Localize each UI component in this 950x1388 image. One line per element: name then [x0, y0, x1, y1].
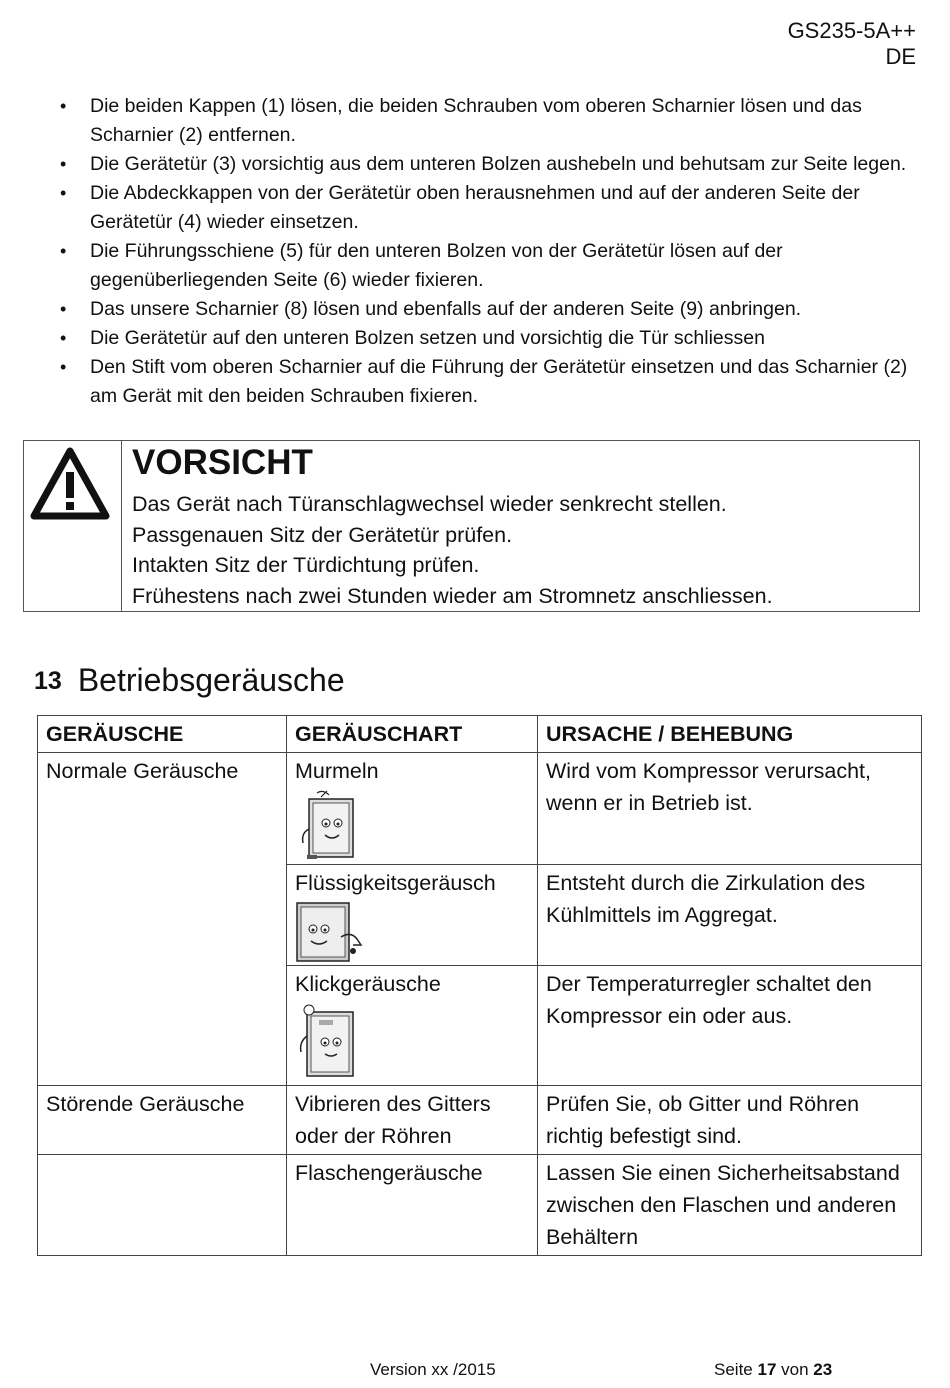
- noise-cause: Wird vom Kompressor verursacht, wenn er in Betrieb ist.: [538, 753, 922, 865]
- footer-version: Version xx /2015: [370, 1360, 496, 1379]
- page-header: [788, 18, 916, 70]
- noise-cause: Prüfen Sie, ob Gitter und Röhren richtig befestigt sind.: [538, 1086, 922, 1155]
- fridge-liquid-illustration: [295, 901, 365, 963]
- fridge-murmur-illustration: [295, 789, 359, 861]
- caution-box: [23, 440, 920, 612]
- noise-type-cell: [287, 966, 538, 1086]
- table-row: [38, 753, 922, 865]
- table-row: [38, 1086, 922, 1155]
- instruction-item: • Die Gerätetür auf den unteren Bolzen setzen und vorsichtig die Tür schliessen: [60, 324, 930, 353]
- section-number: 13: [34, 667, 62, 695]
- column-header: GERÄUSCHE: [38, 716, 287, 753]
- caution-line: Intakten Sitz der Türdichtung prüfen.: [132, 553, 480, 577]
- noise-category: Normale Geräusche: [38, 753, 287, 1086]
- caution-line: Frühestens nach zwei Stunden wieder am Stromnetz anschliessen.: [132, 583, 773, 608]
- noise-cause: Entsteht durch die Zirkulation des Kühlmittels im Aggregat.: [538, 865, 922, 966]
- noise-type: Vibrieren des Gitters oder der Röhren: [287, 1086, 538, 1155]
- fridge-click-illustration: [295, 1002, 359, 1080]
- caution-line: Passgenauen Sitz der Gerätetür prüfen.: [132, 522, 513, 547]
- noise-type: Flaschengeräusche: [287, 1155, 538, 1256]
- noise-category-empty: [38, 1155, 287, 1256]
- noise-table: [37, 715, 922, 1256]
- warning-triangle-icon: [29, 446, 111, 522]
- table-row: [38, 1155, 922, 1256]
- caution-icon-cell: [24, 441, 122, 611]
- caution-line: Das Gerät nach Türanschlagwechsel wieder senkrecht stellen.: [132, 492, 727, 516]
- noise-type: Murmeln: [295, 759, 379, 783]
- page-of: von: [781, 1360, 809, 1379]
- noise-type-cell: [287, 865, 538, 966]
- current-page: 17: [757, 1360, 777, 1379]
- column-header: GERÄUSCHART: [287, 716, 538, 753]
- table-header-row: [38, 716, 922, 753]
- noise-type-cell: [287, 753, 538, 865]
- instruction-item: • Den Stift vom oberen Scharnier auf die Führung der Gerätetür einsetzen und das Scharnier (2) am Gerät mit den beiden Schrauben fixieren.: [60, 353, 930, 411]
- caution-text: [132, 489, 773, 611]
- caution-title: VORSICHT: [132, 443, 313, 482]
- noise-category: Störende Geräusche: [38, 1086, 287, 1155]
- instruction-item: • Die beiden Kappen (1) lösen, die beiden Schrauben vom oberen Scharnier lösen und das Scharnier (2) entfernen.: [60, 92, 930, 150]
- column-header: URSACHE / BEHEBUNG: [538, 716, 922, 753]
- model-number: GS235-5A++: [787, 18, 916, 43]
- instruction-list: [60, 92, 930, 411]
- instruction-item: • Die Gerätetür (3) vorsichtig aus dem unteren Bolzen aushebeln und behutsam zur Seite legen.: [60, 150, 930, 179]
- instruction-item: • Das unsere Scharnier (8) lösen und ebenfalls auf der anderen Seite (9) anbringen.: [60, 295, 930, 324]
- language-code: DE: [885, 44, 916, 69]
- noise-type: Klickgeräusche: [295, 972, 441, 996]
- noise-cause: Lassen Sie einen Sicherheitsabstand zwischen den Flaschen und anderen Behältern: [538, 1155, 922, 1256]
- noise-type: Flüssigkeitsgeräusch: [295, 871, 496, 895]
- section-title: Betriebsgeräusche: [77, 662, 345, 698]
- instruction-item: • Die Führungsschiene (5) für den unteren Bolzen von der Gerätetür lösen auf der gegenüberliegenden Seite (6) wieder fixieren.: [60, 237, 930, 295]
- page-prefix: Seite: [714, 1360, 753, 1379]
- section-heading: [34, 660, 345, 701]
- footer-page-number: [714, 1360, 832, 1380]
- instruction-item: • Die Abdeckkappen von der Gerätetür oben herausnehmen und auf der anderen Seite der Gerätetür (4) wieder einsetzen.: [60, 179, 930, 237]
- noise-cause: Der Temperaturregler schaltet den Kompressor ein oder aus.: [538, 966, 922, 1086]
- total-pages: 23: [813, 1360, 833, 1379]
